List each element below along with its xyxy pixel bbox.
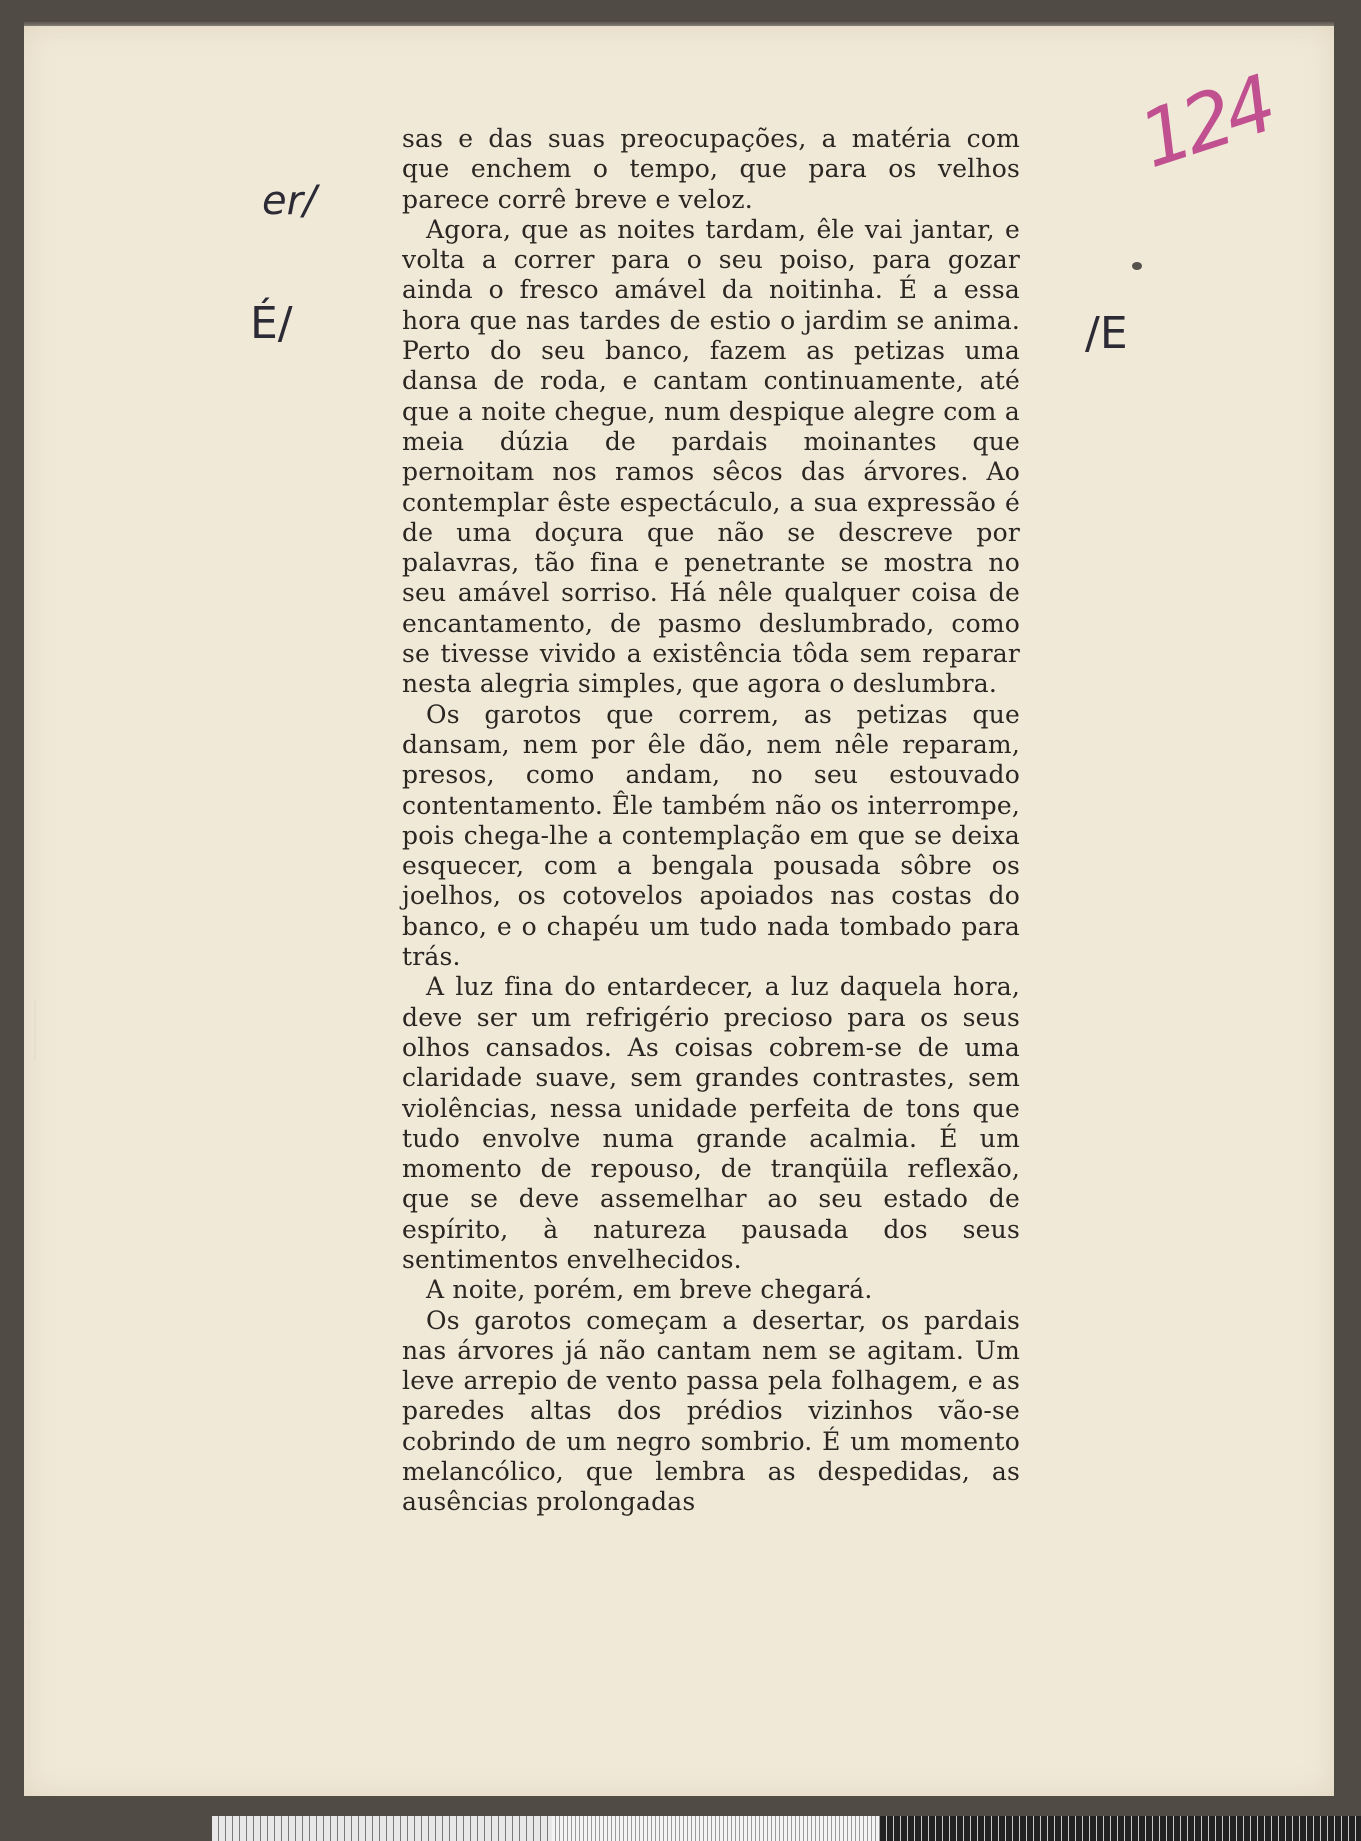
body-text: [402, 124, 1020, 1518]
page-number: 124: [1129, 59, 1282, 187]
paragraph: Os garotos que correm, as petizas que dansam, nem por êle dão, nem nêle reparam, presos, como andam, no seu estouvado contentamento. Êle também não os interrompe, pois chega-lhe a contemplação em que se deixa esquecer, com a bengala pousada sôbre os joelhos, os cotovelos apoiados nas costas do banco, e o chapéu um tudo nada tombado para trás.: [402, 699, 1020, 972]
margin-note-right-mid: /E: [1085, 308, 1128, 359]
scale-ruler-light: [212, 1816, 552, 1841]
paragraph: A luz fina do entardecer, a luz daquela hora, deve ser um refrigério precioso para os seus olhos cansados. As coisas cobrem-se de uma claridade suave, sem grandes contrastes, sem violências, nessa unidade perfeita de tons que tudo envolve numa grande acalmia. É um momento de repouso, de tranqüila reflexão, que se deve assemelhar ao seu estado de espírito, à natureza pausada dos seus sentimentos envelhecidos.: [402, 972, 1020, 1274]
paragraph: A noite, porém, em breve chegará.: [426, 1275, 873, 1305]
paragraph: Os garotos começam a desertar, os pardais nas árvores já não cantam nem se agitam. Um leve arrepio de vento passa pela folhagem, e as paredes altas dos prédios vizinhos vão-se cobrindo de um negro sombrio. É um momento melancólico, que lembra as despedidas, as ausências prolongadas: [402, 1305, 1020, 1517]
ink-speck: [1132, 262, 1142, 270]
margin-note-left-top: er/: [262, 178, 317, 224]
margin-note-left-mid: É/: [250, 298, 293, 349]
page-fray: [28, 1620, 30, 1770]
paragraph: Agora, que as noites tardam, êle vai jantar, e volta a correr para o seu poiso, para gozar ainda o fresco amável da noitinha. É a essa hora que nas tardes de estio o jardim se anima. Perto do seu banco, fazem as petizas uma dansa de roda, e cantam continuamente, até que a noite chegue, num despique alegre com a meia dúzia de pardais moinantes que pernoitam nos ramos sêcos das árvores. Ao contemplar êste espectáculo, a sua expressão é de uma doçura que não se descreve por palavras, tão fina e penetrante se mostra no seu amável sorriso. Há nêle qualquer coisa de encantamento, de pasmo deslumbrado, como se tivesse vivido a existência tôda sem reparar nesta alegria simples, que agora o deslumbra.: [402, 214, 1020, 699]
paragraph: sas e das suas preocupações, a matéria com que enchem o tempo, que para os velhos parece corrê breve e veloz.: [402, 124, 1020, 214]
page-fray: [34, 1000, 36, 1060]
scale-ruler-dark: [880, 1816, 1361, 1841]
